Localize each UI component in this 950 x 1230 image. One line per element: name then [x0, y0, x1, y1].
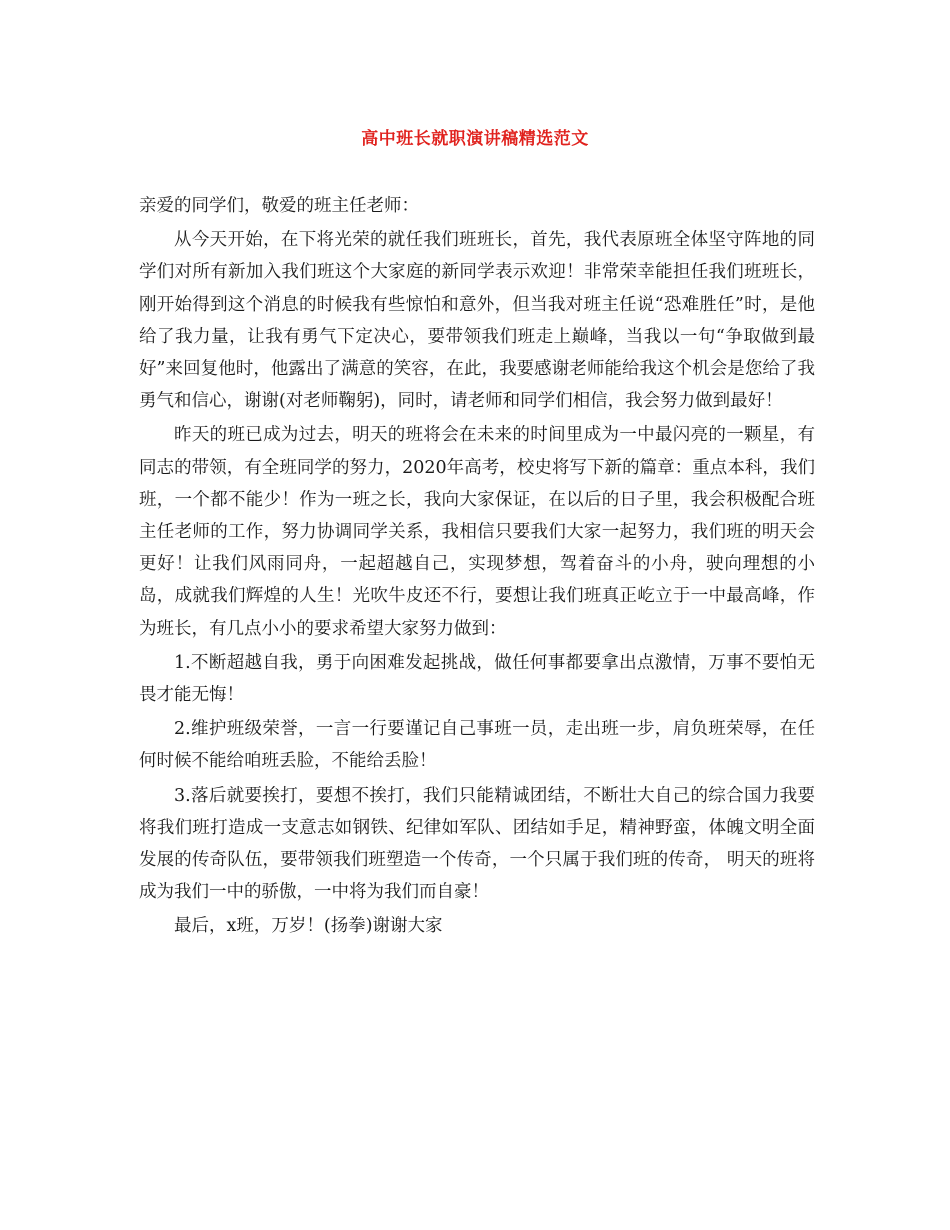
list-item-paragraph: 2.维护班级荣誉，一言一行要谨记自己事班一员，走出班一步，肩负班荣辱，在任何时候不能给咱班丢脸，不能给丢脸！ — [139, 719, 815, 772]
closing-paragraph: 最后，x班，万岁！(扬拳)谢谢大家 — [174, 916, 443, 937]
list-item-paragraph: 1.不断超越自我，勇于向困难发起挑战，做任何事都要拿出点激情，万事不要怕无畏才能无悔！ — [139, 652, 815, 706]
list-item-paragraph: 3.落后就要挨打，要想不挨打，我们只能精诚团结，不断壮大自己的综合国力我要将我们班打造成一支意志如钢铁、纪律如军队、团结如手足，精神野蛮，体魄文明全面发展的传奇队伍，要带领我们班塑造一个传奇，一个只属于我们班的传奇， 明天的班将成为我们一中的骄傲，一中将为我们而自豪！ — [139, 785, 815, 903]
salutation-paragraph: 亲爱的同学们，敬爱的班主任老师： — [139, 196, 419, 216]
body-paragraph: 昨天的班已成为过去，明天的班将会在未来的时间里成为一中最闪亮的一颗星，有同志的带领，有全班同学的努力，2020年高考，校史将写下新的篇章：重点本科，我们班，一个都不能少！作为一班之长，我向大家保证，在以后的日子里，我会积极配合班主任老师的工作，努力协调同学关系，我相信只要我们大家一起努力，我们班的明天会更好！让我们风雨同舟，一起超越自己，实现梦想，驾着奋斗的小舟，驶向理想的小岛，成就我们辉煌的人生！光吹牛皮还不行，要想让我们班真正屹立于一中最高峰，作为班长，有几点小小的要求希望大家努力做到： — [139, 425, 815, 639]
body-paragraph: 从今天开始，在下将光荣的就任我们班班长，首先，我代表原班全体坚守阵地的同学们对所有新加入我们班这个大家庭的新同学表示欢迎！非常荣幸能担任我们班班长，刚开始得到这个消息的时候我有些惊怕和意外，但当我对班主任说“恐难胜任”时，是他给了我力量，让我有勇气下定决心，要带领我们班走上巅峰，当我以一句“争取做到最好”来回复他时，他露出了满意的笑容，在此，我要感谢老师能给我这个机会是您给了我勇气和信心，谢谢(对老师鞠躬)，同时，请老师和同学们相信，我会努力做到最好！ — [139, 230, 815, 412]
document-body — [139, 190, 815, 945]
document-title: 高中班长就职演讲稿精选范文 — [361, 129, 589, 149]
